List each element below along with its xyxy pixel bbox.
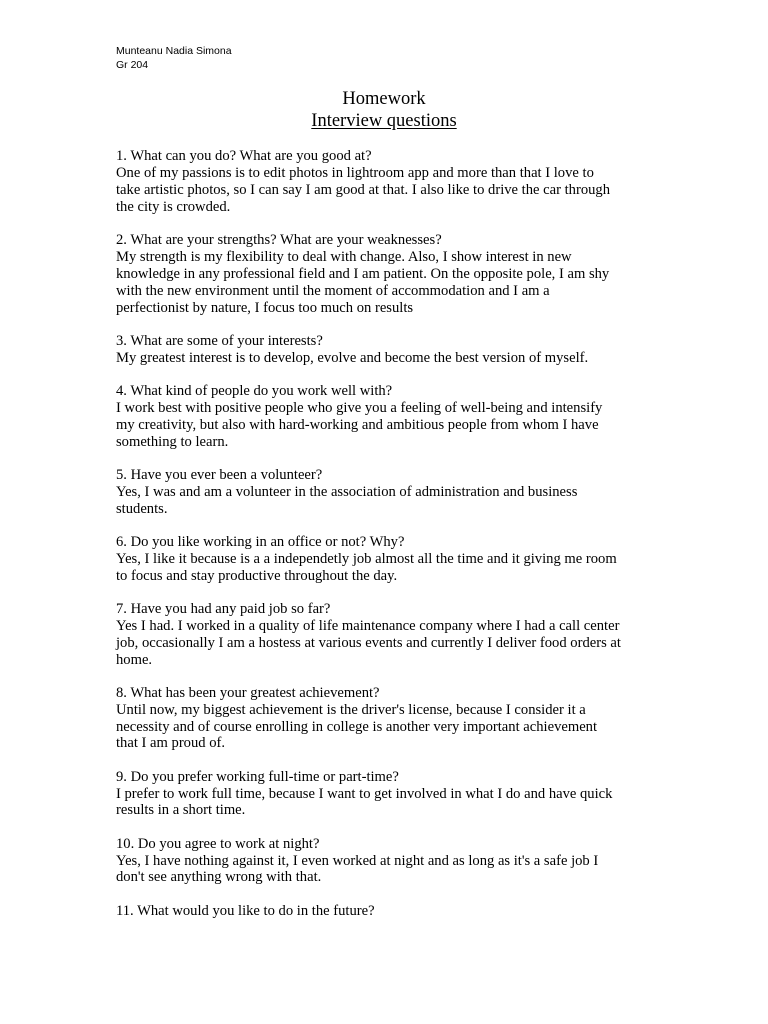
answer-line: students. [116, 500, 168, 517]
qa-item [116, 232, 661, 317]
question-text: 5. Have you ever been a volunteer? [116, 466, 323, 483]
question-text: 3. What are some of your interests? [116, 332, 323, 349]
answer-line: don't see anything wrong with that. [116, 869, 322, 886]
page-title: Homework [342, 89, 426, 109]
answer-line: something to learn. [116, 433, 229, 450]
qa-item [116, 333, 661, 367]
question-text: 8. What has been your greatest achievement? [116, 684, 380, 701]
title-block [0, 88, 768, 132]
qa-item [116, 467, 661, 518]
answer-line: my creativity, but also with hard-working and ambitious people from whom I have [116, 416, 599, 433]
answer-line: Yes I had. I worked in a quality of life maintenance company where I had a call center [116, 617, 620, 634]
answer-line: One of my passions is to edit photos in lightroom app and more than that I love to [116, 164, 594, 181]
answer-line: Yes, I like it because is a a independetly job almost all the time and it giving me room [116, 550, 617, 567]
qa-item [116, 534, 661, 585]
qa-item [116, 383, 661, 451]
page-subtitle: Interview questions [311, 111, 457, 131]
qa-list [116, 148, 661, 936]
qa-item [116, 769, 661, 820]
answer-line: home. [116, 651, 153, 668]
answer-line: job, occasionally I am a hostess at various events and currently I deliver food orders at [116, 634, 621, 651]
answer-line: with the new environment until the moment of accommodation and I am a [116, 282, 550, 299]
answer-line: that I am proud of. [116, 735, 226, 752]
answer-line: Until now, my biggest achievement is the driver's license, because I consider it a [116, 701, 586, 718]
answer-line: My greatest interest is to develop, evolve and become the best version of myself. [116, 349, 589, 366]
answer-line: I prefer to work full time, because I want to get involved in what I do and have quick [116, 785, 613, 802]
qa-item [116, 685, 661, 753]
question-text: 11. What would you like to do in the future? [116, 902, 375, 919]
question-text: 9. Do you prefer working full-time or part-time? [116, 768, 399, 785]
author-name: Munteanu Nadia Simona [116, 45, 232, 57]
qa-item [116, 836, 661, 887]
question-text: 4. What kind of people do you work well with? [116, 382, 393, 399]
group-label: Gr 204 [116, 59, 149, 71]
answer-line: knowledge in any professional field and I am patient. On the opposite pole, I am shy [116, 265, 610, 282]
qa-item [116, 148, 661, 216]
qa-item [116, 903, 661, 920]
answer-line: the city is crowded. [116, 198, 231, 215]
qa-item [116, 601, 661, 669]
question-text: 10. Do you agree to work at night? [116, 835, 320, 852]
answer-line: My strength is my flexibility to deal with change. Also, I show interest in new [116, 248, 572, 265]
answer-line: to focus and stay productive throughout the day. [116, 567, 398, 584]
question-text: 7. Have you had any paid job so far? [116, 600, 331, 617]
question-text: 1. What can you do? What are you good at? [116, 148, 372, 164]
author-header [116, 44, 232, 72]
answer-line: Yes, I have nothing against it, I even worked at night and as long as it's a safe job I [116, 852, 599, 869]
answer-line: perfectionist by nature, I focus too much on results [116, 299, 414, 316]
question-text: 6. Do you like working in an office or not? Why? [116, 533, 405, 550]
answer-line: Yes, I was and am a volunteer in the association of administration and business [116, 483, 578, 500]
answer-line: I work best with positive people who give you a feeling of well-being and intensify [116, 399, 603, 416]
answer-line: results in a short time. [116, 802, 246, 819]
answer-line: take artistic photos, so I can say I am good at that. I also like to drive the car through [116, 181, 611, 198]
question-text: 2. What are your strengths? What are your weaknesses? [116, 231, 442, 248]
answer-line: necessity and of course enrolling in college is another very important achievement [116, 718, 598, 735]
